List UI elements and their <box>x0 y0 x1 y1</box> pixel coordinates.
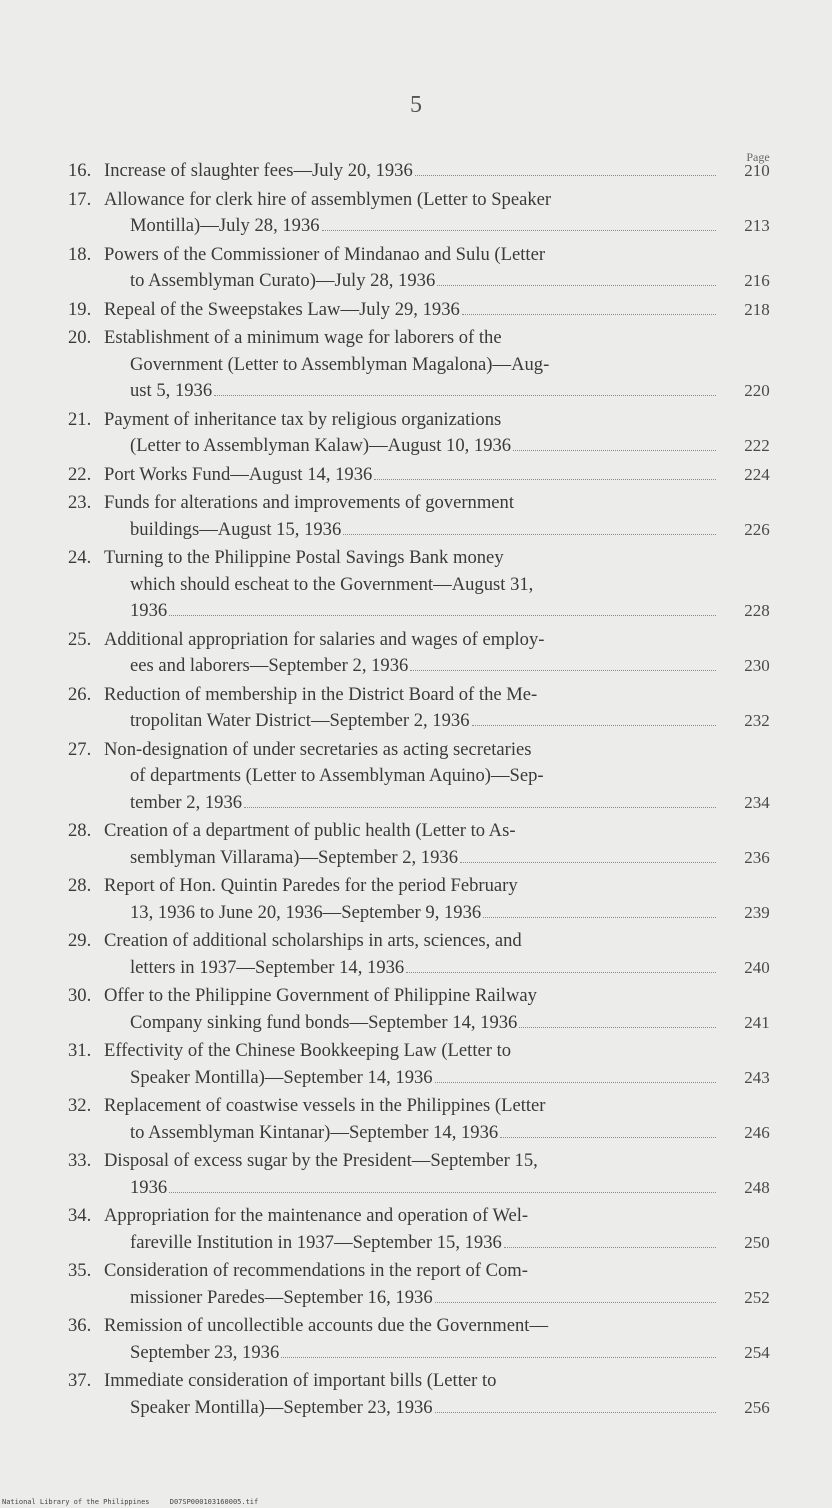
entry-page-number: 230 <box>744 656 770 675</box>
entry-number: 22. <box>68 463 92 485</box>
entry-title-line: Creation of a department of public health (Letter to As- <box>104 820 516 841</box>
entry-title-line <box>104 708 718 735</box>
toc-entry <box>68 1148 780 1201</box>
dot-leader <box>513 450 716 451</box>
entry-number: 16. <box>68 160 92 181</box>
entry-number: 29. <box>68 930 92 951</box>
toc-entry <box>68 407 780 460</box>
entry-title-line <box>104 653 718 680</box>
entry-title-text: Repeal of the Sweepstakes Law—July 29, 1936 <box>104 298 460 320</box>
entry-page-number: 224 <box>744 464 770 484</box>
entry-page-number: 210 <box>744 161 770 180</box>
entry-title-text: missioner Paredes—September 16, 1936 <box>130 1286 433 1308</box>
toc-entry <box>68 682 780 735</box>
toc-entry <box>68 928 780 981</box>
entry-number: 21. <box>68 408 92 430</box>
dot-leader <box>504 1247 716 1248</box>
entry-title-text: Montilla)—July 28, 1936 <box>130 215 320 236</box>
entry-title-line: Consideration of recommendations in the report of Com- <box>104 1260 528 1281</box>
entry-title-line <box>104 1285 718 1312</box>
dot-leader <box>343 534 716 535</box>
dot-leader <box>169 1192 716 1193</box>
toc-entry <box>68 297 780 324</box>
entry-number: 23. <box>68 492 92 513</box>
entry-page-number: 239 <box>744 902 770 922</box>
entry-title-line: Replacement of coastwise vessels in the Philippines (Letter <box>104 1095 546 1116</box>
entry-title-line: Payment of inheritance tax by religious organizations <box>104 408 502 430</box>
entry-page-number: 234 <box>744 792 770 812</box>
toc-entry <box>68 983 780 1036</box>
toc-entry <box>68 1368 780 1421</box>
entry-page-number: 240 <box>744 957 770 977</box>
entry-title-line: Non-designation of under secretaries as acting secretaries <box>104 738 532 760</box>
toc-entry <box>68 1258 780 1311</box>
entry-title-text: ust 5, 1936 <box>130 380 213 401</box>
entry-title-line <box>104 158 718 185</box>
dot-leader <box>244 807 716 808</box>
entry-number: 26. <box>68 683 92 705</box>
entry-page-number: 222 <box>744 436 770 455</box>
entry-title-line: Immediate consideration of important bills (Letter to <box>104 1370 497 1391</box>
entry-title-text: semblyman Villarama)—September 2, 1936 <box>130 846 458 868</box>
entry-title-line <box>104 268 718 295</box>
dot-leader <box>460 862 716 863</box>
entry-title-text: September 23, 1936 <box>130 1341 280 1363</box>
entry-number: 25. <box>68 628 92 650</box>
entry-page-number: 236 <box>744 847 770 867</box>
entry-page-number: 246 <box>744 1122 770 1142</box>
entry-number: 27. <box>68 738 92 760</box>
entry-title-text: tember 2, 1936 <box>130 791 243 813</box>
table-of-contents <box>68 158 780 1423</box>
toc-entry <box>68 545 780 625</box>
entry-title-line <box>104 462 718 489</box>
entry-page-number: 248 <box>744 1177 770 1197</box>
entry-title-line: Turning to the Philippine Postal Savings Bank money <box>104 547 504 568</box>
toc-entry <box>68 1203 780 1256</box>
entry-title-text: 13, 1936 to June 20, 1936—September 9, 1936 <box>130 901 482 923</box>
toc-entry <box>68 242 780 295</box>
entry-title-text: tropolitan Water District—September 2, 1936 <box>130 710 470 731</box>
entry-title-text: Port Works Fund—August 14, 1936 <box>104 463 373 485</box>
dot-leader <box>406 972 716 973</box>
dot-leader <box>374 479 716 480</box>
dot-leader <box>435 1412 716 1413</box>
dot-leader <box>281 1357 716 1358</box>
entry-page-number: 213 <box>744 216 770 235</box>
entry-title-text: ees and laborers—September 2, 1936 <box>130 655 409 676</box>
entry-title-line <box>104 297 718 324</box>
entry-title-text: (Letter to Assemblyman Kalaw)—August 10, 1936 <box>130 435 512 456</box>
dot-leader <box>435 1302 716 1303</box>
entry-page-number: 218 <box>744 299 770 319</box>
entry-title-text: to Assemblyman Curato)—July 28, 1936 <box>130 270 436 291</box>
entry-title-line <box>104 955 718 982</box>
dot-leader <box>500 1137 716 1138</box>
entry-title-text: 1936 <box>130 600 168 621</box>
entry-title-line: Report of Hon. Quintin Paredes for the period February <box>104 875 518 896</box>
dot-leader <box>483 917 716 918</box>
entry-number: 33. <box>68 1150 92 1171</box>
entry-page-number: 243 <box>744 1067 770 1087</box>
toc-entry <box>68 873 780 926</box>
dot-leader <box>169 615 716 616</box>
entry-title-text: buildings—August 15, 1936 <box>130 518 342 540</box>
entry-title-line: Funds for alterations and improvements of government <box>104 492 515 513</box>
toc-entry <box>68 737 780 817</box>
entry-title-line: Powers of the Commissioner of Mindanao and Sulu (Letter <box>104 243 546 265</box>
entry-number: 28. <box>68 875 92 896</box>
toc-entry <box>68 1313 780 1366</box>
entry-title-line <box>104 598 718 625</box>
entry-page-number: 226 <box>744 519 770 539</box>
entry-title-line <box>104 1230 718 1257</box>
toc-entry <box>68 158 780 185</box>
entry-number: 18. <box>68 243 92 265</box>
entry-page-number: 220 <box>744 381 770 400</box>
entry-title-line <box>104 1065 718 1092</box>
entry-title-line <box>104 1340 718 1367</box>
entry-title-line: Government (Letter to Assemblyman Magalona)—Aug- <box>130 353 550 375</box>
entry-title-line: Effectivity of the Chinese Bookkeeping Law (Letter to <box>104 1040 512 1061</box>
toc-entry <box>68 1093 780 1146</box>
entry-page-number: 250 <box>744 1232 770 1252</box>
entry-page-number: 256 <box>744 1397 770 1417</box>
entry-title-text: Increase of slaughter fees—July 20, 1936 <box>104 160 413 181</box>
entry-number: 24. <box>68 547 92 568</box>
entry-number: 36. <box>68 1315 92 1336</box>
entry-number: 28. <box>68 820 92 841</box>
toc-entry <box>68 627 780 680</box>
toc-entry <box>68 325 780 405</box>
dot-leader <box>415 175 716 176</box>
entry-number: 31. <box>68 1040 92 1061</box>
toc-entry <box>68 187 780 240</box>
entry-page-number: 232 <box>744 711 770 730</box>
entry-title-line <box>104 900 718 927</box>
entry-title-line <box>104 1395 718 1422</box>
entry-title-text: Speaker Montilla)—September 23, 1936 <box>130 1396 433 1418</box>
entry-title-line <box>104 845 718 872</box>
entry-number: 35. <box>68 1260 92 1281</box>
entry-title-text: 1936 <box>130 1176 168 1198</box>
entry-page-number: 216 <box>744 271 770 290</box>
page-number: 5 <box>410 92 422 118</box>
toc-entry <box>68 462 780 489</box>
entry-title-line <box>104 1120 718 1147</box>
entry-page-number: 241 <box>744 1012 770 1032</box>
entry-title-line: Additional appropriation for salaries and wages of employ- <box>104 628 545 650</box>
page-column-label: Page <box>746 150 770 164</box>
entry-number: 34. <box>68 1205 92 1226</box>
entry-title-line: Creation of additional scholarships in arts, sciences, and <box>104 930 522 951</box>
entry-number: 20. <box>68 327 92 348</box>
entry-title-line: which should escheat to the Government—August 31, <box>130 573 534 595</box>
footer-file: D07SP000103160005.tif <box>169 1498 259 1506</box>
entry-title-line <box>104 213 718 240</box>
dot-leader <box>214 395 716 396</box>
entry-number: 30. <box>68 985 92 1006</box>
dot-leader <box>437 285 716 286</box>
entry-title-line: Allowance for clerk hire of assemblymen (Letter to Speaker <box>104 188 552 210</box>
entry-page-number: 254 <box>744 1342 770 1362</box>
entry-title-line <box>104 433 718 460</box>
entry-title-line: of departments (Letter to Assemblyman Aquino)—Sep- <box>130 765 544 786</box>
entry-number: 32. <box>68 1095 92 1116</box>
dot-leader <box>410 670 716 671</box>
entry-page-number: 252 <box>744 1287 770 1307</box>
dot-leader <box>322 230 716 231</box>
entry-title-line <box>104 1010 718 1037</box>
entry-number: 37. <box>68 1370 92 1391</box>
entry-title-text: fareville Institution in 1937—September 15, 1936 <box>130 1231 502 1253</box>
entry-title-line: Remission of uncollectible accounts due the Government— <box>104 1315 549 1336</box>
dot-leader <box>435 1082 716 1083</box>
entry-title-line: Reduction of membership in the District Board of the Me- <box>104 683 538 705</box>
toc-entry <box>68 1038 780 1091</box>
entry-title-line: Appropriation for the maintenance and operation of Wel- <box>104 1205 529 1226</box>
entry-title-text: Speaker Montilla)—September 14, 1936 <box>130 1066 433 1088</box>
dot-leader <box>472 725 717 726</box>
entry-title-text: Company sinking fund bonds—September 14, 1936 <box>130 1011 518 1033</box>
dot-leader <box>462 314 716 315</box>
entry-number: 19. <box>68 298 92 320</box>
dot-leader <box>519 1027 716 1028</box>
footer-source: National Library of the Philippines <box>2 1498 150 1506</box>
toc-entry <box>68 490 780 543</box>
entry-title-line <box>104 517 718 544</box>
entry-title-line <box>104 378 718 405</box>
entry-title-line <box>104 790 718 817</box>
entry-title-line: Establishment of a minimum wage for laborers of the <box>104 327 502 348</box>
toc-entry <box>68 818 780 871</box>
scan-footer <box>2 1498 274 1506</box>
entry-title-text: to Assemblyman Kintanar)—September 14, 1936 <box>130 1121 499 1143</box>
entry-title-line: Offer to the Philippine Government of Philippine Railway <box>104 985 537 1006</box>
entry-title-line: Disposal of excess sugar by the President—September 15, <box>104 1150 538 1171</box>
entry-number: 17. <box>68 188 92 210</box>
entry-title-line <box>104 1175 718 1202</box>
entry-page-number: 228 <box>744 601 770 620</box>
entry-title-text: letters in 1937—September 14, 1936 <box>130 956 405 978</box>
